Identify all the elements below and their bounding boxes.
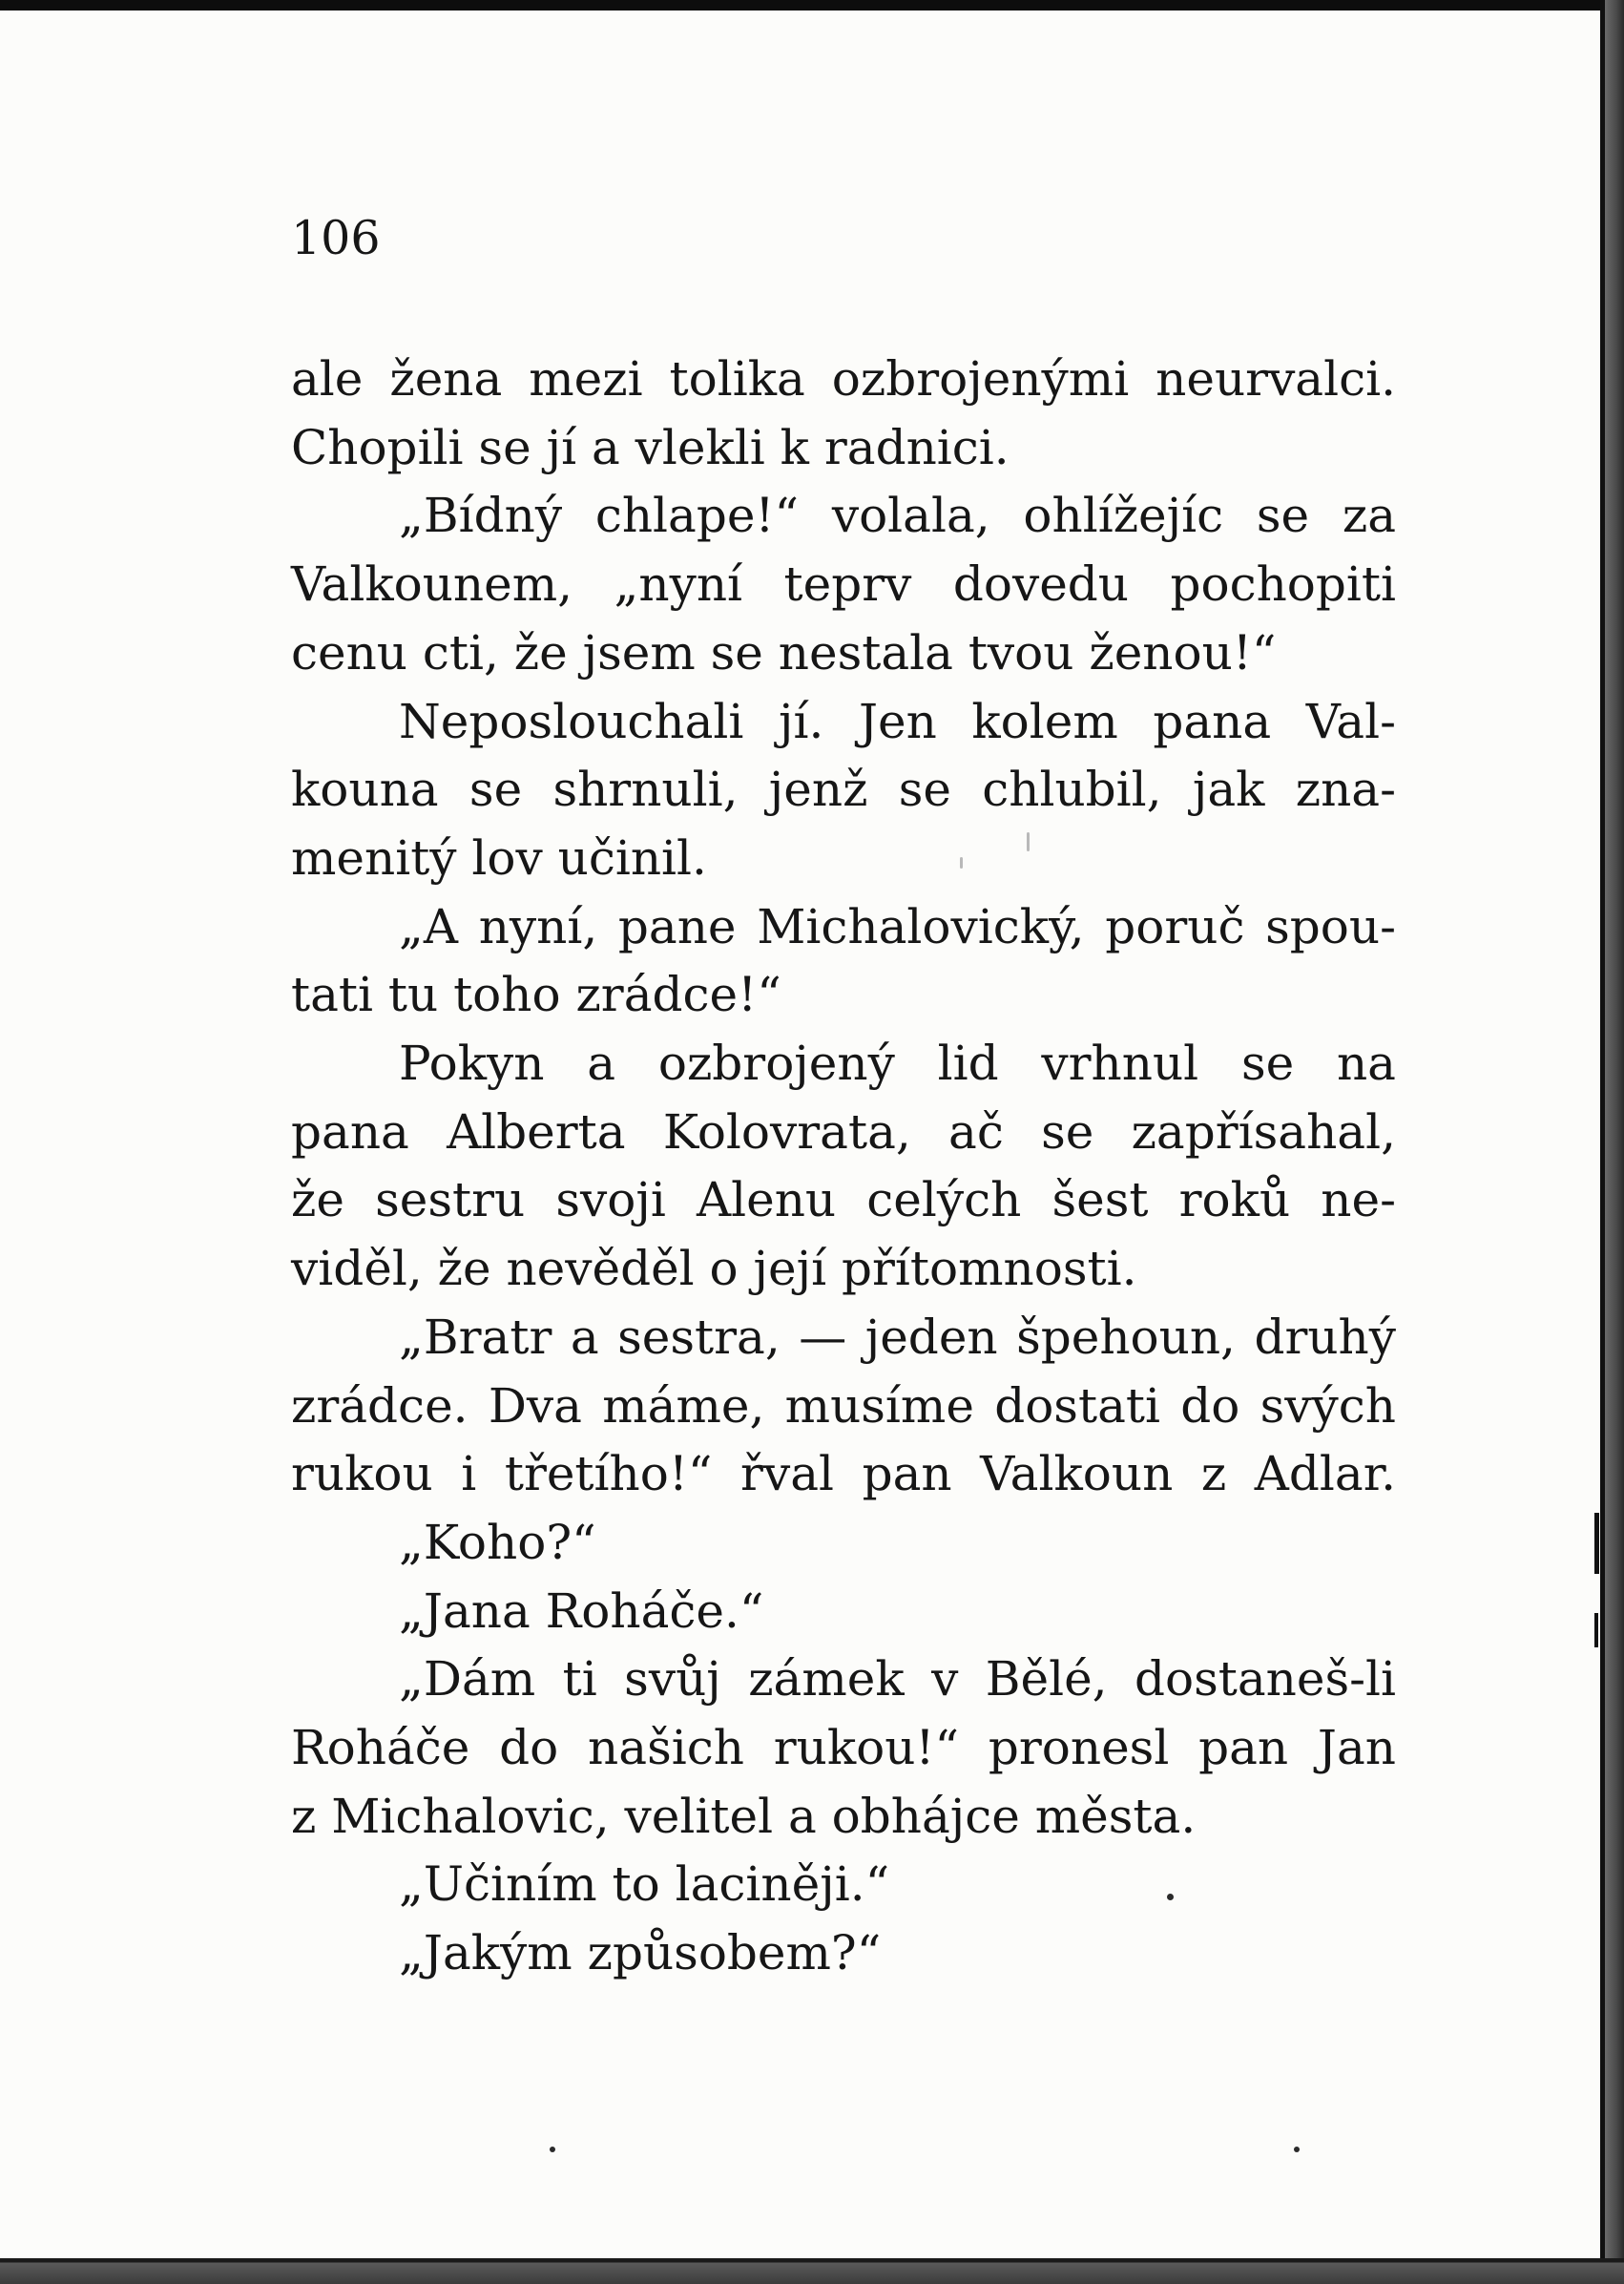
text-line: Chopili se jí a vlekli k radnici. [291, 419, 1010, 475]
paragraph [291, 346, 1396, 482]
text-line: Valkounem, „nyní teprv dovedu pochopiti [291, 556, 1396, 613]
page-text [291, 346, 1396, 1988]
text-line: ale žena mezi tolika ozbrojenými neurvalci. [291, 351, 1396, 407]
scan-edge-bottom [0, 2258, 1624, 2284]
text-line: že sestru svoji Alenu celých šest roků ne- [291, 1172, 1396, 1228]
text-line: Neposlouchali jí. Jen kolem pana Val- [399, 693, 1396, 749]
text-line: „Dám ti svůj zámek v Bělé, dostaneš-li [399, 1651, 1396, 1708]
text-line: tati tu toho zrádce!“ [291, 967, 781, 1023]
paragraph [291, 1851, 1396, 1919]
text-line: menitý lov učinil. [291, 829, 707, 886]
text-line: „Jakým způsobem?“ [399, 1925, 882, 1981]
text-line: rukou i třetího!“ řval pan Valkoun z Adlar. [291, 1446, 1396, 1502]
paragraph [291, 1578, 1396, 1646]
text-line: „Učiním to laciněji.“ [399, 1856, 890, 1913]
paragraph [291, 1030, 1396, 1304]
text-line: cenu cti, že jsem se nestala tvou ženou!“ [291, 624, 1277, 681]
text-line: „Bídný chlape!“ volala, ohlížejíc se za [399, 488, 1396, 544]
paragraph [291, 1304, 1396, 1509]
paragraph [291, 1645, 1396, 1851]
text-line: Pokyn a ozbrojený lid vrhnul se na [399, 1036, 1396, 1092]
scan-edge-top [0, 0, 1624, 10]
paragraph [291, 1919, 1396, 1988]
scan-edge-right [1605, 0, 1624, 2284]
text-line: „Jana Roháče.“ [399, 1582, 764, 1639]
text-line: „Bratr a sestra, — jeden špehoun, druhý [399, 1309, 1396, 1365]
paragraph [291, 1509, 1396, 1578]
ink-speck [550, 2147, 555, 2152]
text-line: „Koho?“ [399, 1514, 596, 1570]
text-line: pana Alberta Kolovrata, ač se zapřísahal, [291, 1103, 1396, 1160]
text-line: zrádce. Dva máme, musíme dostati do svých [291, 1377, 1396, 1434]
ink-speck [1294, 2147, 1300, 2152]
text-line: Roháče do našich rukou!“ pronesl pan Jan [291, 1720, 1396, 1776]
text-line: z Michalovic, velitel a obhájce města. [291, 1788, 1197, 1844]
text-line: kouna se shrnuli, jenž se chlubil, jak zna- [291, 762, 1396, 818]
page-number: 106 [291, 211, 381, 265]
paragraph [291, 482, 1396, 687]
text-line: „A nyní, pane Michalovický, poruč spou- [399, 898, 1396, 954]
paragraph [291, 893, 1396, 1030]
text-line: viděl, že nevěděl o její přítomnosti. [291, 1241, 1137, 1297]
scan-mark [1594, 1513, 1599, 1574]
scan-mark [1594, 1613, 1598, 1647]
paragraph [291, 688, 1396, 893]
